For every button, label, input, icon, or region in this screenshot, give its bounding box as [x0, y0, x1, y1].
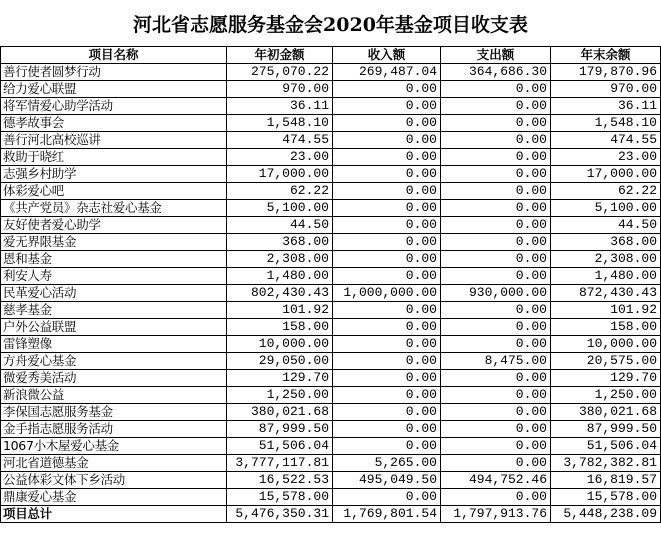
cell-income: 1,000,000.00 — [333, 285, 441, 302]
total-opening-balance: 5,476,350.31 — [227, 506, 333, 523]
cell-opening-balance: 5,100.00 — [227, 200, 333, 217]
cell-expenditure: 0.00 — [441, 115, 551, 132]
header-row — [1, 47, 661, 64]
table-row — [1, 217, 661, 234]
cell-opening-balance: 129.70 — [227, 370, 333, 387]
cell-project-name: 恩和基金 — [1, 251, 227, 268]
cell-opening-balance: 2,308.00 — [227, 251, 333, 268]
cell-closing-balance: 5,100.00 — [551, 200, 661, 217]
cell-opening-balance: 158.00 — [227, 319, 333, 336]
table-row — [1, 64, 661, 81]
cell-closing-balance: 20,575.00 — [551, 353, 661, 370]
header-opening-balance: 年初金额 — [227, 47, 333, 64]
cell-income: 5,265.00 — [333, 455, 441, 472]
cell-project-name: 民革爱心活动 — [1, 285, 227, 302]
cell-income: 0.00 — [333, 438, 441, 455]
cell-expenditure: 0.00 — [441, 251, 551, 268]
cell-opening-balance: 51,506.04 — [227, 438, 333, 455]
table-row — [1, 319, 661, 336]
header-closing-balance: 年末余额 — [551, 47, 661, 64]
cell-project-name: 善行使者圆梦行动 — [1, 64, 227, 81]
cell-closing-balance: 1,480.00 — [551, 268, 661, 285]
cell-closing-balance: 179,870.96 — [551, 64, 661, 81]
cell-project-name: 体彩爱心吧 — [1, 183, 227, 200]
cell-income: 0.00 — [333, 183, 441, 200]
cell-opening-balance: 380,021.68 — [227, 404, 333, 421]
cell-project-name: 善行河北高校巡讲 — [1, 132, 227, 149]
total-expenditure: 1,797,913.76 — [441, 506, 551, 523]
cell-expenditure: 0.00 — [441, 404, 551, 421]
table-row — [1, 455, 661, 472]
table-row — [1, 387, 661, 404]
table-row — [1, 489, 661, 506]
cell-income: 0.00 — [333, 251, 441, 268]
cell-income: 0.00 — [333, 98, 441, 115]
cell-closing-balance: 10,000.00 — [551, 336, 661, 353]
table-row — [1, 183, 661, 200]
cell-opening-balance: 15,578.00 — [227, 489, 333, 506]
cell-project-name: 户外公益联盟 — [1, 319, 227, 336]
cell-opening-balance: 3,777,117.81 — [227, 455, 333, 472]
cell-expenditure: 0.00 — [441, 149, 551, 166]
cell-project-name: 微爱秀美活动 — [1, 370, 227, 387]
cell-project-name: 德孝故事会 — [1, 115, 227, 132]
cell-opening-balance: 275,070.22 — [227, 64, 333, 81]
cell-closing-balance: 17,000.00 — [551, 166, 661, 183]
cell-expenditure: 8,475.00 — [441, 353, 551, 370]
cell-project-name: 给力爱心联盟 — [1, 81, 227, 98]
cell-closing-balance: 129.70 — [551, 370, 661, 387]
cell-income: 0.00 — [333, 370, 441, 387]
cell-income: 0.00 — [333, 268, 441, 285]
table-row — [1, 115, 661, 132]
page-title: 河北省志愿服务基金会2020年基金项目收支表 — [133, 13, 528, 36]
table-row — [1, 268, 661, 285]
cell-income: 0.00 — [333, 336, 441, 353]
cell-opening-balance: 44.50 — [227, 217, 333, 234]
cell-project-name: 鼎康爱心基金 — [1, 489, 227, 506]
table-row — [1, 234, 661, 251]
cell-expenditure: 364,686.30 — [441, 64, 551, 81]
cell-expenditure: 0.00 — [441, 183, 551, 200]
table-row — [1, 353, 661, 370]
table-row — [1, 149, 661, 166]
cell-closing-balance: 23.00 — [551, 149, 661, 166]
cell-opening-balance: 802,430.43 — [227, 285, 333, 302]
cell-expenditure: 930,000.00 — [441, 285, 551, 302]
total-income: 1,769,801.54 — [333, 506, 441, 523]
cell-income: 269,487.04 — [333, 64, 441, 81]
table-row — [1, 370, 661, 387]
table-row — [1, 285, 661, 302]
cell-project-name: 将军情爱心助学活动 — [1, 98, 227, 115]
cell-income: 495,049.50 — [333, 472, 441, 489]
cell-project-name: 志强乡村助学 — [1, 166, 227, 183]
header-project-name: 项目名称 — [1, 47, 227, 64]
cell-income: 0.00 — [333, 489, 441, 506]
table-row — [1, 98, 661, 115]
table-body — [1, 64, 661, 506]
cell-closing-balance: 2,308.00 — [551, 251, 661, 268]
cell-closing-balance: 16,819.57 — [551, 472, 661, 489]
cell-closing-balance: 474.55 — [551, 132, 661, 149]
cell-project-name: 慈孝基金 — [1, 302, 227, 319]
cell-opening-balance: 1,250.00 — [227, 387, 333, 404]
cell-income: 0.00 — [333, 217, 441, 234]
cell-opening-balance: 23.00 — [227, 149, 333, 166]
cell-expenditure: 0.00 — [441, 98, 551, 115]
cell-opening-balance: 29,050.00 — [227, 353, 333, 370]
table-row — [1, 421, 661, 438]
cell-expenditure: 0.00 — [441, 166, 551, 183]
cell-opening-balance: 1,480.00 — [227, 268, 333, 285]
cell-expenditure: 0.00 — [441, 336, 551, 353]
cell-closing-balance: 1,548.10 — [551, 115, 661, 132]
cell-expenditure: 0.00 — [441, 132, 551, 149]
cell-closing-balance: 1,250.00 — [551, 387, 661, 404]
cell-project-name: 救助于晓红 — [1, 149, 227, 166]
cell-income: 0.00 — [333, 353, 441, 370]
cell-project-name: 李保国志愿服务基金 — [1, 404, 227, 421]
cell-income: 0.00 — [333, 387, 441, 404]
cell-expenditure: 0.00 — [441, 370, 551, 387]
table-row — [1, 166, 661, 183]
total-row — [1, 506, 661, 523]
table-row — [1, 472, 661, 489]
cell-opening-balance: 62.22 — [227, 183, 333, 200]
cell-income: 0.00 — [333, 166, 441, 183]
table-row — [1, 81, 661, 98]
cell-closing-balance: 36.11 — [551, 98, 661, 115]
cell-project-name: 河北省道德基金 — [1, 455, 227, 472]
cell-expenditure: 0.00 — [441, 234, 551, 251]
cell-opening-balance: 101.92 — [227, 302, 333, 319]
cell-expenditure: 0.00 — [441, 421, 551, 438]
cell-expenditure: 0.00 — [441, 81, 551, 98]
cell-closing-balance: 3,782,382.81 — [551, 455, 661, 472]
cell-project-name: 新浪微公益 — [1, 387, 227, 404]
table-row — [1, 251, 661, 268]
total-label: 项目总计 — [1, 506, 227, 523]
header-income: 收入额 — [333, 47, 441, 64]
cell-opening-balance: 970.00 — [227, 81, 333, 98]
cell-project-name: 1067小木屋爱心基金 — [1, 438, 227, 455]
cell-project-name: 雷锋塑像 — [1, 336, 227, 353]
cell-expenditure: 0.00 — [441, 200, 551, 217]
cell-expenditure: 0.00 — [441, 438, 551, 455]
cell-opening-balance: 36.11 — [227, 98, 333, 115]
cell-expenditure: 0.00 — [441, 387, 551, 404]
cell-project-name: 金手指志愿服务活动 — [1, 421, 227, 438]
cell-opening-balance: 10,000.00 — [227, 336, 333, 353]
total-closing-balance: 5,448,238.09 — [551, 506, 661, 523]
cell-closing-balance: 158.00 — [551, 319, 661, 336]
cell-project-name: 利安人寿 — [1, 268, 227, 285]
cell-expenditure: 0.00 — [441, 455, 551, 472]
cell-closing-balance: 368.00 — [551, 234, 661, 251]
cell-opening-balance: 1,548.10 — [227, 115, 333, 132]
cell-income: 0.00 — [333, 234, 441, 251]
table-row — [1, 302, 661, 319]
cell-opening-balance: 474.55 — [227, 132, 333, 149]
cell-opening-balance: 368.00 — [227, 234, 333, 251]
table-row — [1, 336, 661, 353]
table-row — [1, 404, 661, 421]
cell-income: 0.00 — [333, 115, 441, 132]
cell-project-name: 方舟爱心基金 — [1, 353, 227, 370]
cell-project-name: 公益体彩文体下乡活动 — [1, 472, 227, 489]
cell-income: 0.00 — [333, 149, 441, 166]
cell-expenditure: 0.00 — [441, 217, 551, 234]
cell-project-name: 《共产党员》杂志社爱心基金 — [1, 200, 227, 217]
cell-project-name: 友好使者爱心助学 — [1, 217, 227, 234]
cell-expenditure: 0.00 — [441, 319, 551, 336]
cell-closing-balance: 51,506.04 — [551, 438, 661, 455]
cell-income: 0.00 — [333, 132, 441, 149]
cell-expenditure: 0.00 — [441, 489, 551, 506]
table-row — [1, 438, 661, 455]
cell-opening-balance: 87,999.50 — [227, 421, 333, 438]
cell-income: 0.00 — [333, 421, 441, 438]
table-row — [1, 132, 661, 149]
cell-closing-balance: 970.00 — [551, 81, 661, 98]
table-row — [1, 200, 661, 217]
cell-closing-balance: 44.50 — [551, 217, 661, 234]
cell-income: 0.00 — [333, 81, 441, 98]
cell-closing-balance: 87,999.50 — [551, 421, 661, 438]
cell-closing-balance: 101.92 — [551, 302, 661, 319]
cell-income: 0.00 — [333, 200, 441, 217]
cell-income: 0.00 — [333, 302, 441, 319]
cell-expenditure: 0.00 — [441, 268, 551, 285]
cell-closing-balance: 380,021.68 — [551, 404, 661, 421]
cell-income: 0.00 — [333, 319, 441, 336]
cell-expenditure: 494,752.46 — [441, 472, 551, 489]
cell-closing-balance: 62.22 — [551, 183, 661, 200]
cell-project-name: 爱无界限基金 — [1, 234, 227, 251]
cell-opening-balance: 16,522.53 — [227, 472, 333, 489]
cell-income: 0.00 — [333, 404, 441, 421]
cell-closing-balance: 872,430.43 — [551, 285, 661, 302]
cell-closing-balance: 15,578.00 — [551, 489, 661, 506]
cell-expenditure: 0.00 — [441, 302, 551, 319]
cell-opening-balance: 17,000.00 — [227, 166, 333, 183]
header-expenditure: 支出额 — [441, 47, 551, 64]
fund-report-table — [0, 46, 661, 523]
